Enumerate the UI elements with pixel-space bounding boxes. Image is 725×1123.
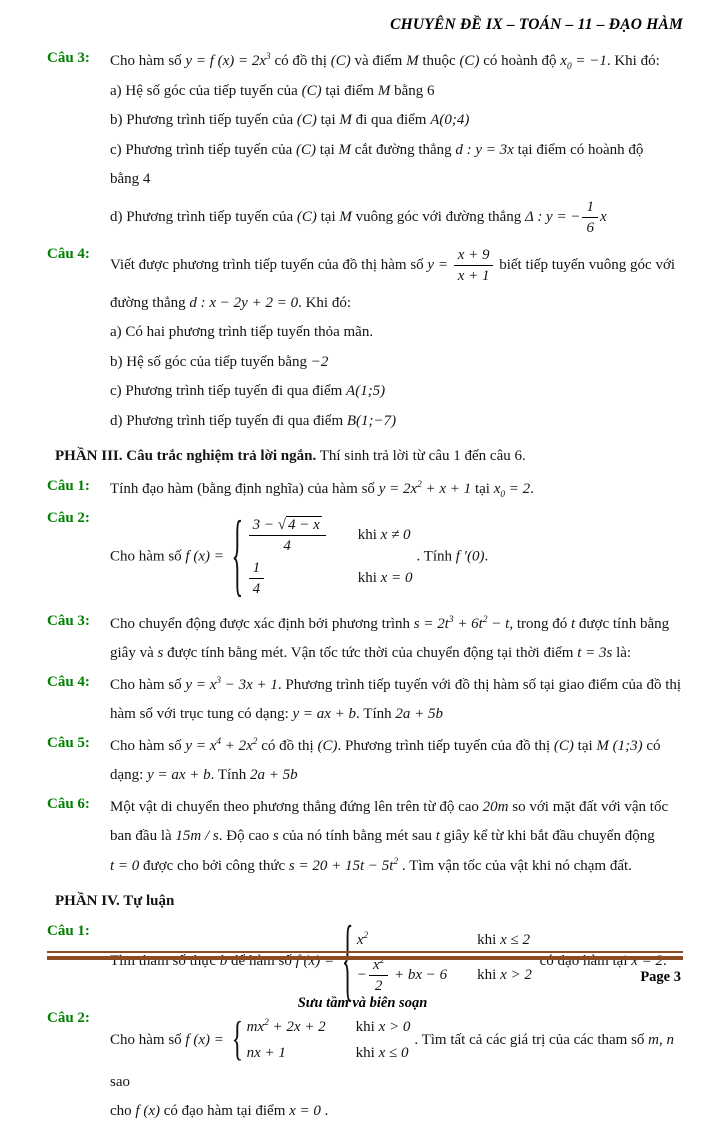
math-run: 20m xyxy=(482,798,509,815)
question-line xyxy=(110,246,683,285)
text-run: so với mặt đất với vận tốc xyxy=(508,798,669,815)
text-run: khi xyxy=(357,526,381,543)
question-block xyxy=(47,246,683,433)
text-run: được cho bởi công thức xyxy=(139,857,289,874)
superscript: 3 xyxy=(266,52,271,62)
text-run: bằng 4 xyxy=(110,171,151,187)
question-label: Câu 3: xyxy=(47,612,90,629)
math-run: 2a + 5b xyxy=(395,706,443,722)
case-condition xyxy=(477,956,532,995)
text-run: tại điểm xyxy=(321,82,378,99)
case-condition xyxy=(356,1016,411,1039)
math-run: 1 xyxy=(252,559,261,576)
math-run: x + 1 xyxy=(457,267,490,284)
math-run: nx + 1 xyxy=(246,1045,286,1061)
math-run: (C) xyxy=(296,208,317,225)
question-label: Câu 3: xyxy=(47,50,90,66)
text-run: . Tìm tất cả các giá trị của các tham số xyxy=(414,1031,649,1048)
question-line xyxy=(110,380,683,403)
text-run: được tính bằng xyxy=(575,615,670,632)
question-line xyxy=(110,703,683,726)
subscript: 0 xyxy=(500,490,506,500)
left-brace: { xyxy=(231,505,244,608)
text-run: tại xyxy=(316,141,339,158)
math-run: −2 xyxy=(310,353,329,370)
text-run: tại xyxy=(471,481,494,497)
radicand xyxy=(286,516,322,533)
math-run: 2a + 5b xyxy=(249,767,298,783)
math-run: y = 2x xyxy=(378,481,418,497)
math-run: t = 3s xyxy=(577,645,613,661)
text-run: . xyxy=(484,547,489,564)
fraction xyxy=(582,198,598,237)
question-line xyxy=(110,1010,683,1094)
text-run: Cho hàm số xyxy=(110,676,186,693)
text-run: . xyxy=(663,953,667,970)
question-line xyxy=(110,855,683,878)
question-label: Câu 4: xyxy=(47,245,90,262)
question-block xyxy=(47,505,683,608)
question-line xyxy=(110,1100,683,1123)
question-line xyxy=(110,80,683,103)
text-run: . xyxy=(530,481,534,497)
text-run: Cho hàm số xyxy=(110,1031,186,1048)
text-run: có đạo hàm tại điểm xyxy=(160,1103,290,1119)
text-run: Cho hàm số xyxy=(110,737,186,754)
math-run: d : x − 2y + 2 = 0 xyxy=(189,294,299,311)
text-run: có xyxy=(642,737,661,754)
text-run: a) Hệ số góc của tiếp tuyến của xyxy=(110,82,302,99)
question-block xyxy=(47,613,683,665)
superscript: 2 xyxy=(393,856,399,867)
square-root xyxy=(278,516,322,533)
math-run: x xyxy=(599,208,607,225)
question-line xyxy=(110,168,683,191)
cases-row xyxy=(247,516,413,555)
question-line xyxy=(110,505,683,608)
text-run: có hoành độ xyxy=(479,53,561,69)
text-run: khi xyxy=(355,1018,379,1035)
text-run: Tìm tham số thực xyxy=(110,953,220,970)
text-run: và điểm xyxy=(350,53,407,69)
math-run: t xyxy=(435,828,440,844)
superscript: 2 xyxy=(482,614,488,625)
case-condition xyxy=(356,1042,411,1065)
footer-rule xyxy=(47,951,683,960)
math-run: 1 xyxy=(586,198,594,215)
math-run: y = ax + b xyxy=(292,706,357,722)
math-run: M xyxy=(339,208,352,225)
math-run: x = 0 xyxy=(289,1103,321,1119)
cases-row xyxy=(247,1042,411,1065)
math-run: = −1 xyxy=(571,53,607,69)
piecewise-cases xyxy=(232,1012,411,1069)
case-expression xyxy=(357,929,477,952)
question-line xyxy=(110,735,683,758)
text-run: tại xyxy=(573,737,597,754)
superscript: 2 xyxy=(252,736,258,747)
fraction-denominator xyxy=(249,579,265,598)
fraction-numerator xyxy=(582,198,598,218)
text-run: . Tìm vận tốc của vật khi nó chạm đất. xyxy=(398,857,632,874)
question-line xyxy=(110,478,683,501)
left-brace: { xyxy=(341,911,354,1013)
fraction xyxy=(454,246,494,285)
section-title-bold: PHẦN III. Câu trắc nghiệm trả lời ngắn. xyxy=(55,448,317,464)
text-run: b) Hệ số góc của tiếp tuyến bằng xyxy=(110,353,311,370)
math-run: − 3x + 1 xyxy=(221,676,278,693)
cases-row xyxy=(357,956,532,995)
superscript: 2 xyxy=(264,1017,269,1028)
text-run: . Tính xyxy=(356,706,396,722)
text-run: đi qua điểm xyxy=(351,112,431,128)
math-run: x > 0 xyxy=(378,1018,411,1035)
text-run: Tính đạo hàm (bằng định nghĩa) của hàm số xyxy=(110,481,379,497)
math-run: x = 2 xyxy=(631,953,664,970)
section-title-rest: Thí sinh trả lời từ câu 1 đến câu 6. xyxy=(316,448,526,464)
question-body xyxy=(110,613,683,665)
text-run: . Phương trình tiếp tuyến với đồ thị hàm số tại giao điểm của đồ thị xyxy=(277,676,682,693)
text-run: . Khi đó: xyxy=(606,53,660,69)
text-run: Viết được phương trình tiếp tuyến của đồ thị hàm số xyxy=(110,256,428,273)
cases-row xyxy=(247,559,413,598)
text-run: tại xyxy=(316,112,340,128)
fraction-numerator xyxy=(249,516,326,536)
section-heading xyxy=(55,893,683,910)
math-run: (C) xyxy=(553,737,574,754)
text-run: . Tính xyxy=(416,547,456,564)
left-brace: { xyxy=(231,1014,244,1066)
text-run: được tính bằng mét. Vận tốc tức thời của chuyển động tại thời điểm xyxy=(163,645,578,661)
cases-rows xyxy=(357,925,532,999)
text-run: dạng: xyxy=(110,767,148,783)
math-run: s xyxy=(157,645,164,661)
question-label: Câu 4: xyxy=(47,673,90,690)
question-block xyxy=(47,735,683,787)
question-label: Câu 1: xyxy=(47,923,90,939)
cases-row xyxy=(247,1016,411,1039)
math-run: 4 − x xyxy=(287,516,320,533)
math-run: Δ : y = − xyxy=(525,208,581,225)
math-run: x + 9 xyxy=(457,246,490,263)
question-line xyxy=(110,613,683,636)
math-run: x xyxy=(356,932,364,948)
fraction-denominator xyxy=(249,536,326,555)
case-expression xyxy=(247,1016,356,1039)
text-run: a) Có hai phương trình tiếp tuyến thỏa mãn. xyxy=(110,324,374,340)
question-block xyxy=(47,478,683,501)
superscript: 2 xyxy=(379,955,385,966)
math-run: + bx − 6 xyxy=(390,966,448,983)
text-run: thuộc xyxy=(418,53,460,69)
superscript: 3 xyxy=(216,675,222,686)
math-run: M xyxy=(339,112,352,128)
question-body xyxy=(110,50,683,237)
math-run: x = 0 xyxy=(380,569,413,586)
math-run: (C) xyxy=(296,112,317,128)
math-run: d : y = 3x xyxy=(455,141,514,158)
math-run: = 2 xyxy=(505,481,531,497)
question-line xyxy=(110,50,683,73)
text-run: . Tính xyxy=(210,767,250,783)
page-number: Page 3 xyxy=(640,969,681,985)
question-line xyxy=(110,825,683,848)
math-run: x ≤ 2 xyxy=(500,932,530,948)
text-run: cắt đường thẳng xyxy=(351,141,456,158)
question-line xyxy=(110,796,683,819)
text-run: b) Phương trình tiếp tuyến của xyxy=(110,112,297,128)
text-run: biết tiếp tuyến vuông góc với xyxy=(495,256,676,273)
text-run: của nó tính bằng mét sau xyxy=(278,828,436,844)
text-run: khi xyxy=(357,569,381,586)
question-line xyxy=(110,674,683,697)
question-block xyxy=(47,796,683,878)
question-body xyxy=(110,674,683,726)
fraction xyxy=(249,559,265,598)
text-run: . xyxy=(320,1103,329,1119)
math-run: M xyxy=(338,141,352,158)
math-run: f ′(0) xyxy=(455,547,485,564)
text-run: c) Phương trình tiếp tuyến của xyxy=(110,141,297,158)
math-run: B(1;−7) xyxy=(346,412,397,429)
question-line xyxy=(110,109,683,132)
math-run: M (1;3) xyxy=(596,737,643,754)
math-run: 6 xyxy=(586,219,594,236)
math-run: x > 2 xyxy=(500,966,532,983)
fraction-denominator xyxy=(454,266,494,285)
question-body xyxy=(110,735,683,787)
math-run: f (x) = xyxy=(185,547,228,564)
math-run: (C) xyxy=(459,53,480,69)
question-label: Câu 1: xyxy=(47,478,90,494)
fraction-denominator xyxy=(369,976,388,995)
cases-rows xyxy=(247,512,413,602)
text-run: để hàm số xyxy=(227,953,296,970)
case-condition xyxy=(358,516,413,555)
case-condition xyxy=(477,929,532,952)
math-run: + 2x xyxy=(221,737,253,754)
subscript: 0 xyxy=(566,62,572,72)
text-run: d) Phương trình tiếp tuyến của xyxy=(110,208,297,225)
question-line xyxy=(110,198,683,237)
math-run: y = x xyxy=(185,737,217,754)
math-run: x xyxy=(493,481,501,497)
text-run: khi xyxy=(355,1045,379,1061)
case-expression xyxy=(357,956,477,995)
text-run: giây và xyxy=(110,645,158,661)
math-run: + x + 1 xyxy=(421,481,472,497)
math-run: − xyxy=(356,966,367,983)
math-run: y = ax + b xyxy=(147,767,211,783)
math-run: y = xyxy=(427,256,452,273)
text-run: có đồ thị xyxy=(270,53,331,69)
math-run: M xyxy=(406,53,419,69)
case-expression xyxy=(247,1042,356,1065)
math-run: 4 xyxy=(283,537,291,554)
question-label: Câu 5: xyxy=(47,734,90,751)
text-run: vuông góc với đường thẳng xyxy=(351,208,526,225)
text-run: ban đầu là xyxy=(110,828,176,844)
footer-credit: Sưu tầm và biên soạn xyxy=(297,995,428,1011)
question-line xyxy=(110,321,683,344)
math-run: A(1;5) xyxy=(346,383,386,399)
fraction xyxy=(369,956,388,995)
superscript: 2 xyxy=(417,480,422,490)
question-line xyxy=(110,139,683,162)
case-expression xyxy=(247,516,358,555)
math-run: n xyxy=(666,1031,675,1048)
text-run: tại xyxy=(316,208,340,225)
math-run: 3 − xyxy=(252,516,278,533)
text-run: tại điểm có hoành độ xyxy=(513,141,644,158)
math-run: x ≤ 0 xyxy=(378,1045,409,1061)
section-heading xyxy=(55,448,683,465)
math-run: − t xyxy=(487,615,510,632)
text-run: Cho hàm số xyxy=(110,547,186,564)
text-run: . Độ cao xyxy=(218,828,273,844)
text-run: có đạo hàm tại xyxy=(535,953,632,970)
math-run: t xyxy=(570,615,576,632)
math-run: (C) xyxy=(296,141,317,158)
math-run: mx xyxy=(246,1018,265,1035)
superscript: 3 xyxy=(448,614,454,625)
math-run: t = 0 xyxy=(110,857,140,874)
question-label: Câu 6: xyxy=(47,795,90,812)
fraction-numerator xyxy=(454,246,494,266)
text-run: đường thẳng xyxy=(110,294,190,311)
section-title-bold: PHẦN IV. Tự luận xyxy=(55,893,175,909)
math-run: x ≠ 0 xyxy=(380,526,411,543)
math-run: 4 xyxy=(252,580,261,597)
math-run: M xyxy=(377,82,391,99)
case-condition xyxy=(358,559,413,598)
piecewise-cases xyxy=(231,505,413,608)
question-line xyxy=(110,292,683,315)
text-run: . Khi đó: xyxy=(298,294,351,311)
math-run: b xyxy=(219,953,228,970)
question-body xyxy=(110,246,683,433)
question-line xyxy=(110,351,683,374)
math-run: s = 2t xyxy=(413,615,449,632)
math-run: x xyxy=(560,53,567,69)
math-run: + 6t xyxy=(453,615,483,632)
question-line xyxy=(110,410,683,433)
page-title: CHUYÊN ĐỀ IX – TOÁN – 11 – ĐẠO HÀM xyxy=(390,16,683,33)
math-run: x xyxy=(372,956,380,973)
text-run: khi xyxy=(477,966,501,983)
question-body xyxy=(110,796,683,878)
question-block xyxy=(47,50,683,237)
text-run: . Phương trình tiếp tuyến của đồ thị xyxy=(337,737,554,754)
math-run: y = x xyxy=(185,676,217,693)
math-run: y = f (x) = 2x xyxy=(185,53,267,69)
math-run: m xyxy=(648,1031,660,1048)
math-run: f (x) = xyxy=(295,953,338,970)
text-run: Cho chuyển động được xác định bởi phương trình xyxy=(110,615,414,632)
superscript: 2 xyxy=(363,931,369,941)
superscript: 4 xyxy=(216,736,222,747)
question-line xyxy=(110,642,683,665)
case-expression xyxy=(247,559,358,598)
text-run: là: xyxy=(612,645,632,661)
text-run: hàm số với trục tung có dạng: xyxy=(110,706,293,722)
question-block xyxy=(47,1010,683,1123)
fraction xyxy=(249,516,326,555)
radical-sign: √ xyxy=(277,516,286,533)
text-run: sao xyxy=(110,1073,130,1090)
text-run: Một vật di chuyển theo phương thẳng đứng lên trên từ độ cao xyxy=(110,798,483,815)
fraction-numerator xyxy=(249,559,265,579)
text-run: khi xyxy=(477,932,501,948)
document-content xyxy=(47,50,683,1123)
text-run: d) Phương trình tiếp tuyến đi qua điểm xyxy=(110,412,347,429)
text-run: bằng 6 xyxy=(390,82,435,99)
text-run: giây kể từ khi bắt đầu chuyển động xyxy=(439,828,655,844)
text-run: , trong đó xyxy=(509,615,571,632)
question-line xyxy=(110,764,683,787)
question-label: Câu 2: xyxy=(47,509,90,526)
text-run: Cho hàm số xyxy=(110,53,186,69)
math-run: (C) xyxy=(330,53,351,69)
math-run: s = 20 + 15t − 5t xyxy=(288,857,394,874)
math-run: + 2x + 2 xyxy=(268,1018,326,1035)
question-body xyxy=(110,505,683,608)
question-body xyxy=(110,478,683,501)
fraction-denominator xyxy=(582,218,598,237)
math-run: s xyxy=(272,828,279,844)
text-run: , xyxy=(659,1031,667,1048)
text-run: cho xyxy=(110,1103,136,1119)
math-run: f (x) = xyxy=(185,1031,228,1048)
cases-row xyxy=(357,929,532,952)
math-run: (C) xyxy=(301,82,322,99)
math-run: 15m / s xyxy=(175,828,219,844)
question-body xyxy=(110,1010,683,1123)
math-run: (C) xyxy=(317,737,338,754)
question-block xyxy=(47,674,683,726)
math-run: f (x) xyxy=(135,1103,160,1119)
math-run: A(0;4) xyxy=(430,112,470,128)
text-run: c) Phương trình tiếp tuyến đi qua điểm xyxy=(110,383,347,399)
text-run: có đồ thị xyxy=(257,737,318,754)
math-run: 2 xyxy=(374,977,383,994)
cases-rows xyxy=(247,1012,411,1069)
question-label: Câu 2: xyxy=(47,1009,90,1026)
